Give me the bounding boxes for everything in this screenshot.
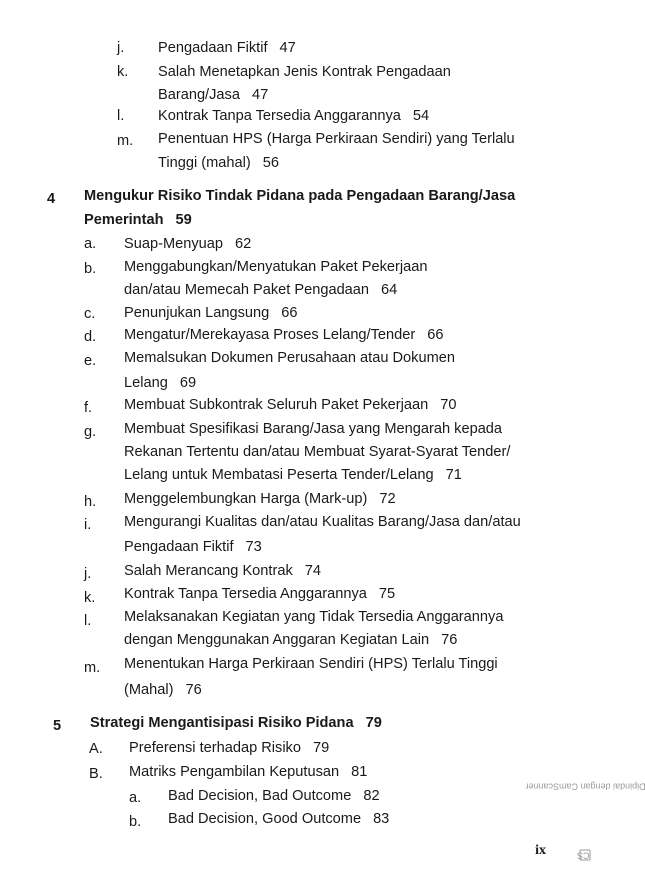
- page-number: 59: [175, 212, 192, 228]
- page-number: 69: [179, 375, 197, 391]
- item-letter: j.: [84, 566, 92, 582]
- item-text: Membuat Spesifikasi Barang/Jasa yang Mengarah kepada: [124, 421, 503, 437]
- item-letter: c.: [84, 306, 96, 322]
- page-number: 66: [427, 327, 444, 343]
- item-letter: b.: [129, 814, 142, 830]
- item-text: Menentukan Harga Perkiraan Sendiri (HPS) Terlalu Tinggi: [124, 656, 498, 672]
- item-letter: d.: [84, 329, 97, 345]
- page-number: 62: [234, 236, 252, 252]
- item-text: Mengatur/Merekayasa Proses Lelang/Tender 66: [124, 327, 444, 343]
- page-number: 76: [185, 682, 202, 698]
- item-letter: f.: [84, 400, 93, 416]
- page-number: 54: [412, 108, 430, 124]
- page-number: 47: [279, 40, 296, 56]
- item-letter: A.: [89, 741, 103, 757]
- item-letter: j.: [117, 40, 125, 56]
- item-text: Suap-Menyuap 62: [124, 236, 252, 252]
- item-letter: m.: [117, 133, 134, 149]
- item-text: Membuat Subkontrak Seluruh Paket Pekerjaan 70: [124, 397, 457, 413]
- item-text: Lelang untuk Membatasi Peserta Tender/Lelang 71: [124, 467, 462, 483]
- item-letter: l.: [84, 613, 92, 629]
- page-number: 72: [379, 491, 396, 507]
- item-letter: a.: [84, 236, 97, 252]
- item-text: Menggelembungkan Harga (Mark-up) 72: [124, 491, 396, 507]
- item-letter: l.: [117, 108, 125, 124]
- item-text: Menggabungkan/Menyatukan Paket Pekerjaan: [124, 259, 428, 275]
- item-text: Barang/Jasa 47: [158, 87, 269, 103]
- chapter-title: Pemerintah 59: [84, 212, 192, 228]
- page-number: 75: [378, 586, 396, 602]
- page-number: 73: [245, 539, 262, 555]
- item-text: Bad Decision, Good Outcome 83: [168, 811, 390, 827]
- item-letter: e.: [84, 353, 97, 369]
- camscanner-icon: CS: [576, 850, 590, 861]
- chapter-number: 4: [47, 191, 56, 207]
- item-letter: h.: [84, 494, 97, 510]
- item-letter: b.: [84, 261, 97, 277]
- page-number: 79: [312, 740, 330, 756]
- item-letter: m.: [84, 660, 101, 676]
- item-text: Penunjukan Langsung 66: [124, 305, 298, 321]
- item-text: Salah Merancang Kontrak 74: [124, 563, 321, 579]
- item-letter: g.: [84, 424, 97, 440]
- page-number: 64: [381, 282, 398, 298]
- page-number: 70: [440, 397, 457, 413]
- item-text: Penentuan HPS (Harga Perkiraan Sendiri) yang Terlalu: [158, 131, 515, 147]
- item-text: dengan Menggunakan Anggaran Kegiatan Lain 76: [124, 632, 458, 648]
- watermark-text: Dipindai dengan CamScanner: [524, 781, 645, 791]
- chapter-title: Mengukur Risiko Tindak Pidana pada Pengadaan Barang/Jasa: [84, 188, 516, 204]
- item-text: Bad Decision, Bad Outcome 82: [168, 788, 380, 804]
- item-text: Pengadaan Fiktif 73: [124, 539, 262, 555]
- item-text: Mengurangi Kualitas dan/atau Kualitas Barang/Jasa dan/atau: [124, 514, 521, 530]
- page-folio: ix: [535, 843, 546, 858]
- item-text: Kontrak Tanpa Tersedia Anggarannya 75: [124, 586, 396, 602]
- item-text: (Mahal) 76: [124, 682, 202, 698]
- page-number: 76: [441, 632, 458, 648]
- item-text: Tinggi (mahal) 56: [158, 155, 279, 171]
- item-text: Rekanan Tertentu dan/atau Membuat Syarat-Syarat Tender/: [124, 444, 511, 460]
- item-text: Salah Menetapkan Jenis Kontrak Pengadaan: [158, 64, 451, 80]
- item-letter: i.: [84, 517, 92, 533]
- item-text: Kontrak Tanpa Tersedia Anggarannya 54: [158, 108, 430, 124]
- item-text: Pengadaan Fiktif 47: [158, 40, 296, 56]
- page-number: 79: [365, 715, 382, 731]
- page-number: 81: [351, 764, 368, 780]
- chapter-number: 5: [53, 718, 62, 734]
- page-number: 82: [363, 788, 380, 804]
- page-number: 74: [304, 563, 321, 579]
- item-letter: B.: [89, 766, 103, 782]
- item-text: Lelang 69: [124, 375, 197, 391]
- item-letter: a.: [129, 790, 142, 806]
- item-text: Preferensi terhadap Risiko 79: [129, 740, 330, 756]
- item-text: Melaksanakan Kegiatan yang Tidak Tersedia Anggarannya: [124, 609, 504, 625]
- item-letter: k.: [84, 590, 96, 606]
- page-number: 71: [445, 467, 462, 483]
- page-number: 66: [281, 305, 298, 321]
- page-number: 83: [373, 811, 390, 827]
- item-text: Memalsukan Dokumen Perusahaan atau Dokumen: [124, 350, 455, 366]
- chapter-title: Strategi Mengantisipasi Risiko Pidana 79: [90, 715, 382, 731]
- page-number: 47: [251, 87, 269, 103]
- item-text: dan/atau Memecah Paket Pengadaan 64: [124, 282, 398, 298]
- item-letter: k.: [117, 64, 129, 80]
- page-number: 56: [262, 155, 279, 171]
- item-text: Matriks Pengambilan Keputusan 81: [129, 764, 368, 780]
